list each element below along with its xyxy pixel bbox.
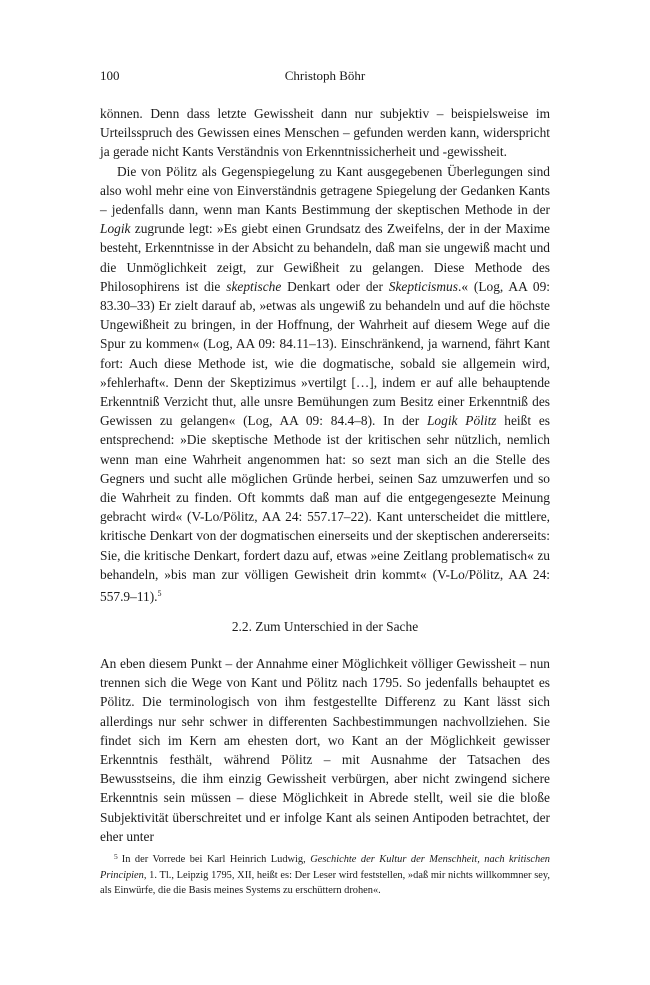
text-run: heißt es entsprechend: »Die skeptische Methode ist der kritischen sehr nützlich, nemlich wenn man eine Wahrheit angenommen hat: so sezt man sich an die Stelle des Gegners und sucht alle möglichen Gründe herbei, seinen Saz umzuwerfen und so die Wahrheit zu finden. Oft kommts daß man auf die entgegengesezte Meinung gebracht wird« (V-Lo/Pölitz, AA 24: 557.17–22). Kant unterscheidet die mittlere, kritische Denkart von der dogmatischen einerseits und der skeptischen andererseits: Sie, die kritische Denkart, fordert dazu auf, etwas »eine Zeitlang problematisch« zu behandeln, »bis man zur völligen Gewisheit drin kommt« (V-Lo/Pölitz, AA 24: 557.9–11). bbox=[100, 413, 551, 605]
text-run: zugrunde legt: »Es giebt einen Grundsatz des Zweifelns, der in der Maxime besteht, Erkenntnisse in der Absicht zu behandeln, daß man sie ungewiß macht und die Unmöglichkeit zeigt, zur Gewißheit zu gelangen. Diese Methode des Philosophirens ist die bbox=[100, 221, 550, 294]
paragraph-continuation: können. Denn dass letzte Gewissheit dann nur subjektiv – beispielsweise im Urteilsspruch des Gewissen eines Menschen – gefunden werden kann, widerspricht ja gerade nicht Kants Verständnis von Erkenntnissicherheit und -gewissheit. bbox=[100, 106, 550, 160]
italic-logik-poelitz: Logik Pölitz bbox=[426, 413, 497, 429]
paragraph-skeptical-method bbox=[100, 162, 550, 607]
text-run: .« (Log, AA 09: 83.30–33) Er zielt darauf ab, »etwas als ungewiß zu behandeln und auf die höchste Ungewißheit zu bringen, in der Hoffnung, der Wahrheit auf diesem Wege auf die Spur zu kommen« (Log, AA 09: 84.11–13). Einschränkend, ja warnend, fährt Kant fort: Auch diese Methode ist, wie die dogmatische, sobald sie allgemein wird, »fehlerhaft«. Denn der Skeptizimus »vertilgt […], indem er auf alle behauptende Erkenntniß Verzicht thut, alle unsre Bemühungen zum Besitz einer Erkenntniß des Gewissen zu gelangen« (Log, AA 09: 84.4–8). In der bbox=[100, 278, 550, 429]
italic-skepticismus: Skepticismus bbox=[388, 278, 458, 294]
footnote-reference: 5 bbox=[157, 589, 162, 599]
running-head bbox=[100, 68, 550, 84]
footnote-text: , 1. Tl., Leipzig 1795, XII, heißt es: Der Leser wird feststellen, »daß mir nichts willkommner sey, als Einwürfe, die die Basis meines Systems zu erschüttern drohen«. bbox=[100, 869, 550, 897]
footnote-text: In der Vorrede bei Karl Heinrich Ludwig, bbox=[121, 854, 311, 865]
section-heading: 2.2. Zum Unterschied in der Sache bbox=[231, 619, 419, 634]
text-run: Denkart oder der bbox=[281, 278, 389, 294]
footnote-mark: 5 bbox=[114, 852, 118, 861]
footnote-italic-title: Geschichte der Kultur der Menschheit, nach kritischen Principien bbox=[100, 854, 551, 881]
italic-skeptische: skeptische bbox=[226, 278, 282, 294]
text-run: Die von Pölitz als Gegenspiegelung zu Kant ausgegebenen Überlegungen sind also wohl mehr eine von Einverständnis getragene Spiegelung der Gedanken Kants – jedenfalls dann, wenn man Kants Bestimmung der skeptischen Methode in der bbox=[100, 163, 550, 218]
footnote bbox=[100, 849, 550, 899]
page-number: 100 bbox=[100, 68, 120, 83]
paragraph-difference: An eben diesem Punkt – der Annahme einer Möglichkeit völliger Gewissheit – nun trennen sich die Wege von Kant und Pölitz nach 1795. So jedenfalls behauptet es Pölitz. Die terminologisch von ihm festgestellte Differenz zu Kant lässt sich allerdings nur sehr schwer in differenten Sachbestimmungen nachvollziehen. Sie findet sich im Kern am ehesten dort, wo Kant an der Möglichkeit gewisser Erkenntnis festhält, während Pölitz – mit Ausnahme der Tatsachen des Bewusstseins, die ihm einzig Gewissheit verbürgen, aber nicht zwingend sichere Erkenntnis sein müssen – diese Möglichkeit in Abrede stellt, weil sie die bloße Subjektivität überschreitet und er infolge Kant als seinen Antipoden betrachtet, der eher unter bbox=[100, 656, 550, 844]
italic-logik: Logik bbox=[100, 221, 131, 237]
body-text-lower bbox=[100, 654, 550, 846]
body-text-upper bbox=[100, 104, 550, 606]
running-title-author: Christoph Böhr bbox=[284, 68, 366, 83]
